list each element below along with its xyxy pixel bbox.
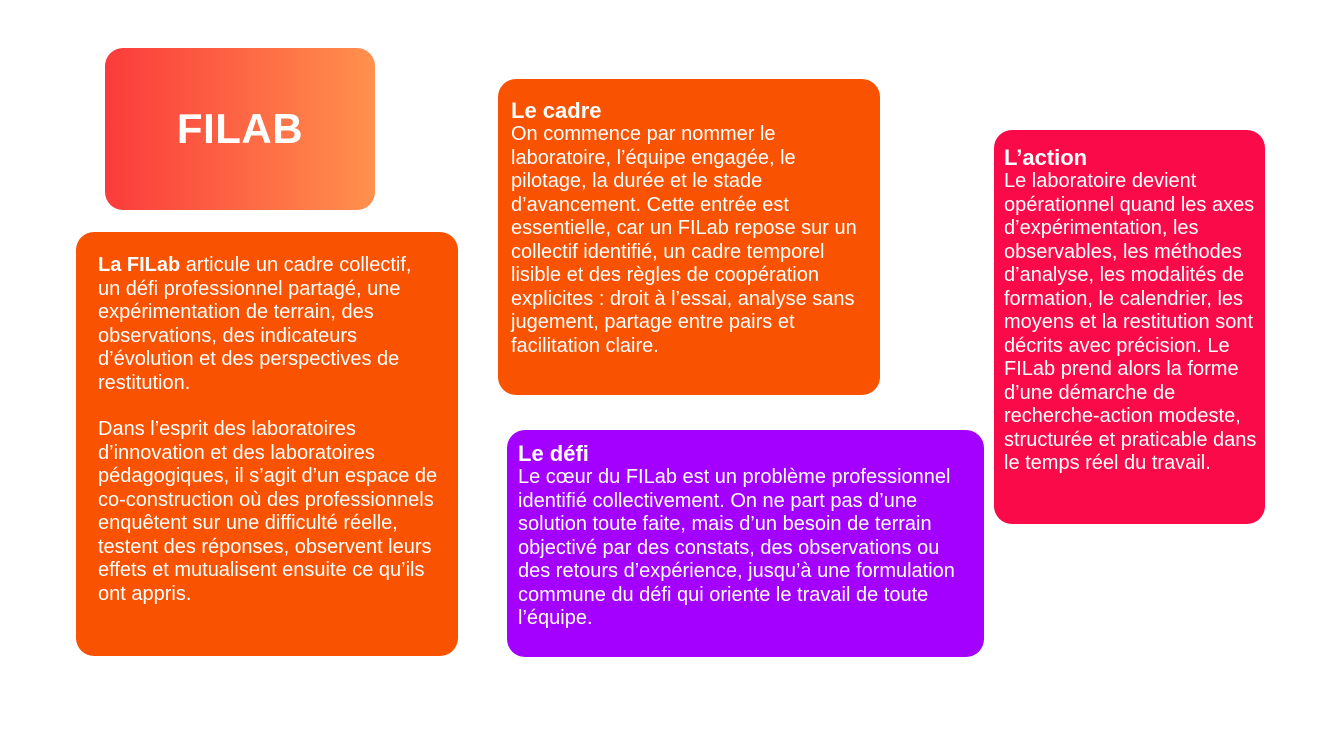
intro-bold-lead: La FILab: [98, 254, 181, 276]
action-body: Le laboratoire devient opérationnel quand les axes d’expérimentation, les observables, les méthodes d’analyse, les modalités de formation, le calendrier, les moyens et la restitution sont décrits avec précision. Le FILab prend alors la forme d’une démarche de recherche-action modeste, structurée et praticable dans le temps réel du travail.: [1004, 170, 1257, 474]
cadre-heading: Le cadre: [511, 98, 602, 123]
intro-paragraph-1: [98, 254, 438, 395]
action-card: [994, 130, 1265, 524]
page-title: FILAB: [176, 105, 304, 152]
defi-heading: Le défi: [518, 441, 589, 466]
cadre-card: [498, 79, 880, 395]
intro-paragraph-2: Dans l’esprit des laboratoires d’innovation et des laboratoires pédagogiques, il s’agit d’un espace de co-construction où des professionnels enquêtent sur une difficulté réelle, testent des réponses, observent leurs effets et mutualisent ensuite ce qu’ils ont appris.: [98, 418, 438, 605]
intro-paragraph-1-text: articule un cadre collectif, un défi professionnel partagé, une expérimentation de terrain, des observations, des indicateurs d’évolution et des perspectives de restitution.: [98, 254, 412, 394]
defi-body: Le cœur du FILab est un problème professionnel identifié collectivement. On ne part pas d’une solution toute faite, mais d’un besoin de terrain objectivé par des constats, des observations ou des retours d’expérience, jusqu’à une formulation commune du défi qui oriente le travail de toute l’équipe.: [518, 466, 955, 629]
title-card: [105, 48, 375, 210]
defi-card: [507, 430, 984, 657]
cadre-body: On commence par nommer le laboratoire, l’équipe engagée, le pilotage, la durée et le stade d’avancement. Cette entrée est essentielle, car un FILab repose sur un collectif identifié, un cadre temporel lisible et des règles de coopération explicites : droit à l’essai, analyse sans jugement, partage entre pairs et facilitation claire.: [511, 123, 857, 357]
action-heading: L’action: [1004, 145, 1088, 170]
intro-card: [76, 232, 458, 656]
